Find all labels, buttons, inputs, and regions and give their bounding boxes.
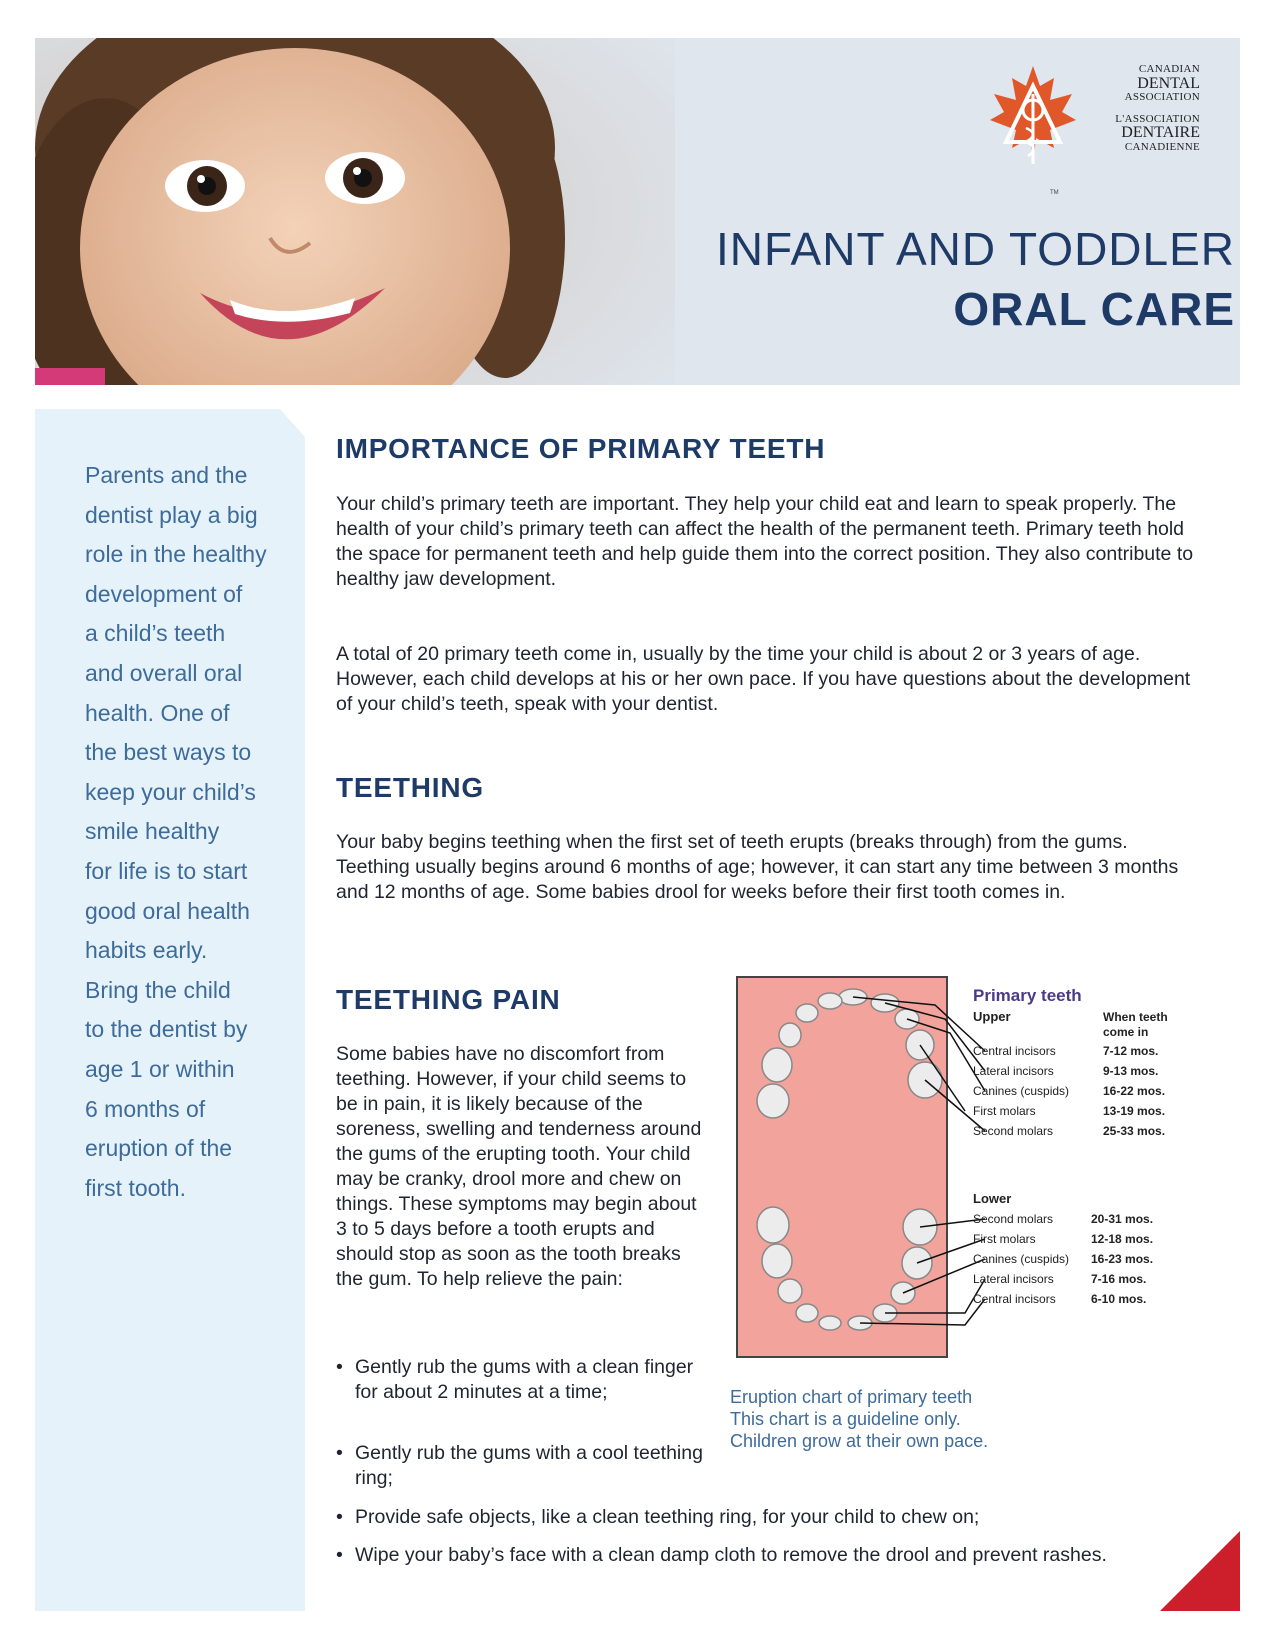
chart-tooth-label: First molars xyxy=(973,1232,1036,1246)
logo-en-line2: DENTAL xyxy=(1137,74,1200,92)
caption-line2: This chart is a guideline only. xyxy=(730,1409,961,1429)
chart-eruption-age: 7-16 mos. xyxy=(1091,1272,1147,1286)
chart-eruption-age: 6-10 mos. xyxy=(1091,1292,1147,1306)
chart-eruption-age: 20-31 mos. xyxy=(1091,1212,1154,1226)
eruption-chart xyxy=(735,975,1205,1359)
bullet-list xyxy=(336,1441,708,1491)
sidebar-line: Bring the child xyxy=(85,976,231,1003)
list-item: • Gently rub the gums with a clean finger for about 2 minutes at a time; xyxy=(336,1355,708,1405)
smiling-toddler-photo xyxy=(35,38,675,385)
bullet-list xyxy=(336,1543,1216,1568)
bullet-list xyxy=(336,1355,708,1405)
list-item: • Provide safe objects, like a clean teething ring, for your child to chew on; xyxy=(336,1505,1216,1530)
chart-tooth-label: Central incisors xyxy=(973,1292,1056,1306)
sidebar-line: habits early. xyxy=(85,937,208,964)
chart-tooth-label: Lateral incisors xyxy=(973,1272,1054,1286)
chart-eruption-age: 7-12 mos. xyxy=(1103,1044,1159,1058)
importance-paragraph-1: Your child’s primary teeth are important. They help your child eat and learn to speak properly. The health of your child’s primary teeth can affect the health of the permanent teeth. Primary teeth hold the space for permanent teeth and help guide them into the correct position. They also contribute to healthy jaw development. xyxy=(336,493,1194,590)
sidebar-line: good oral health xyxy=(85,897,250,924)
chart-eruption-age: 16-23 mos. xyxy=(1091,1252,1154,1266)
chart-tooth-label: Canines (cuspids) xyxy=(973,1084,1070,1098)
chart-tooth-label: First molars xyxy=(973,1104,1036,1118)
logo-en-line3: ASSOCIATION xyxy=(1124,91,1200,104)
list-item: • Gently rub the gums with a cool teething ring; xyxy=(336,1441,708,1491)
chart-eruption-age: 16-22 mos. xyxy=(1103,1084,1166,1098)
logo-en-line1: CANADIAN xyxy=(1138,63,1200,75)
chart-tooth-label: Lateral incisors xyxy=(973,1064,1054,1078)
upper-rows xyxy=(973,1044,1165,1138)
logo-fr-line3: CANADIENNE xyxy=(1124,141,1200,154)
corner-accent xyxy=(1160,1531,1240,1611)
sidebar-line: 6 months of xyxy=(85,1095,206,1122)
chart-caption xyxy=(730,1386,1060,1452)
sidebar-line: for life is to start xyxy=(85,857,248,884)
heading-importance: IMPORTANCE OF PRIMARY TEETH xyxy=(336,433,826,464)
chart-eruption-age: 13-19 mos. xyxy=(1103,1104,1166,1118)
bullet-list xyxy=(336,1505,1216,1530)
heading-teething-pain: TEETHING PAIN xyxy=(336,984,561,1015)
sidebar-line: the best ways to xyxy=(85,739,252,766)
chart-eruption-age: 12-18 mos. xyxy=(1091,1232,1154,1246)
chart-tooth-label: Second molars xyxy=(973,1212,1054,1226)
teething-pain-paragraph: Some babies have no discomfort from teething. However, if your child seems to be in pain, it is likely because of the soreness, swelling and tenderness around the gums of the erupting tooth. Your child may be cranky, drool more and chew on things. These symptoms may begin about 3 to 5 days before a tooth erupts and should stop as soon as the tooth breaks the gum. To help relieve the pain: xyxy=(336,1043,702,1290)
maple-leaf-caduceus-logo xyxy=(988,64,1078,174)
lower-rows xyxy=(973,1212,1153,1306)
chart-lower-label: Lower xyxy=(973,1191,1012,1206)
sidebar-line: first tooth. xyxy=(85,1174,186,1201)
chart-eruption-age: 25-33 mos. xyxy=(1103,1124,1166,1138)
teething-paragraph: Your baby begins teething when the first set of teeth erupts (breaks through) from the gums. Teething usually begins around 6 months of age; however, it can start any time between 3 months and 12 months of age. Some babies drool for weeks before their first tooth comes in. xyxy=(336,831,1179,903)
sidebar-line: keep your child’s xyxy=(85,778,256,805)
chart-title: Primary teeth xyxy=(973,986,1082,1005)
chart-tooth-label: Central incisors xyxy=(973,1044,1056,1058)
sidebar-line: to the dentist by xyxy=(85,1016,248,1043)
logo-fr-line2: DENTAIRE xyxy=(1121,124,1200,142)
sidebar-line: age 1 or within xyxy=(85,1055,235,1082)
sidebar-callout xyxy=(85,456,300,1208)
sidebar-line: role in the healthy xyxy=(85,541,267,568)
page-title-line2: ORAL CARE xyxy=(953,283,1235,335)
sidebar-line: smile healthy xyxy=(85,818,220,845)
heading-teething: TEETHING xyxy=(336,772,484,803)
sidebar-line: development of xyxy=(85,580,243,607)
importance-paragraph-2: A total of 20 primary teeth come in, usually by the time your child is about 2 or 3 years of age. However, each child develops at his or her own pace. If you have questions about the development of your child’s teeth, speak with your dentist. xyxy=(336,643,1191,715)
logo-fr-line1: L'ASSOCIATION xyxy=(1115,112,1200,125)
sidebar-line: eruption of the xyxy=(85,1135,233,1162)
chart-tooth-label: Second molars xyxy=(973,1124,1054,1138)
chart-tooth-label: Canines (cuspids) xyxy=(973,1252,1070,1266)
list-item: • Wipe your baby’s face with a clean damp cloth to remove the drool and prevent rashes. xyxy=(336,1543,1216,1568)
sidebar-line: and overall oral xyxy=(85,659,243,686)
cda-logo xyxy=(990,64,1200,204)
logo-tm: TM xyxy=(1050,190,1059,196)
chart-when-label-1: When teeth xyxy=(1103,1010,1168,1024)
page-title-line1: INFANT AND TODDLER xyxy=(715,223,1235,275)
sidebar-line: Parents and the xyxy=(85,462,248,488)
caption-line1: Eruption chart of primary teeth xyxy=(730,1387,973,1407)
chart-eruption-age: 9-13 mos. xyxy=(1103,1064,1159,1078)
chart-upper-label: Upper xyxy=(973,1009,1011,1024)
chart-when-label-2: come in xyxy=(1103,1025,1149,1039)
sidebar-line: dentist play a big xyxy=(85,501,258,528)
sidebar-line: health. One of xyxy=(85,699,230,726)
sidebar-line: a child’s teeth xyxy=(85,620,226,647)
caption-line3: Children grow at their own pace. xyxy=(730,1431,989,1451)
